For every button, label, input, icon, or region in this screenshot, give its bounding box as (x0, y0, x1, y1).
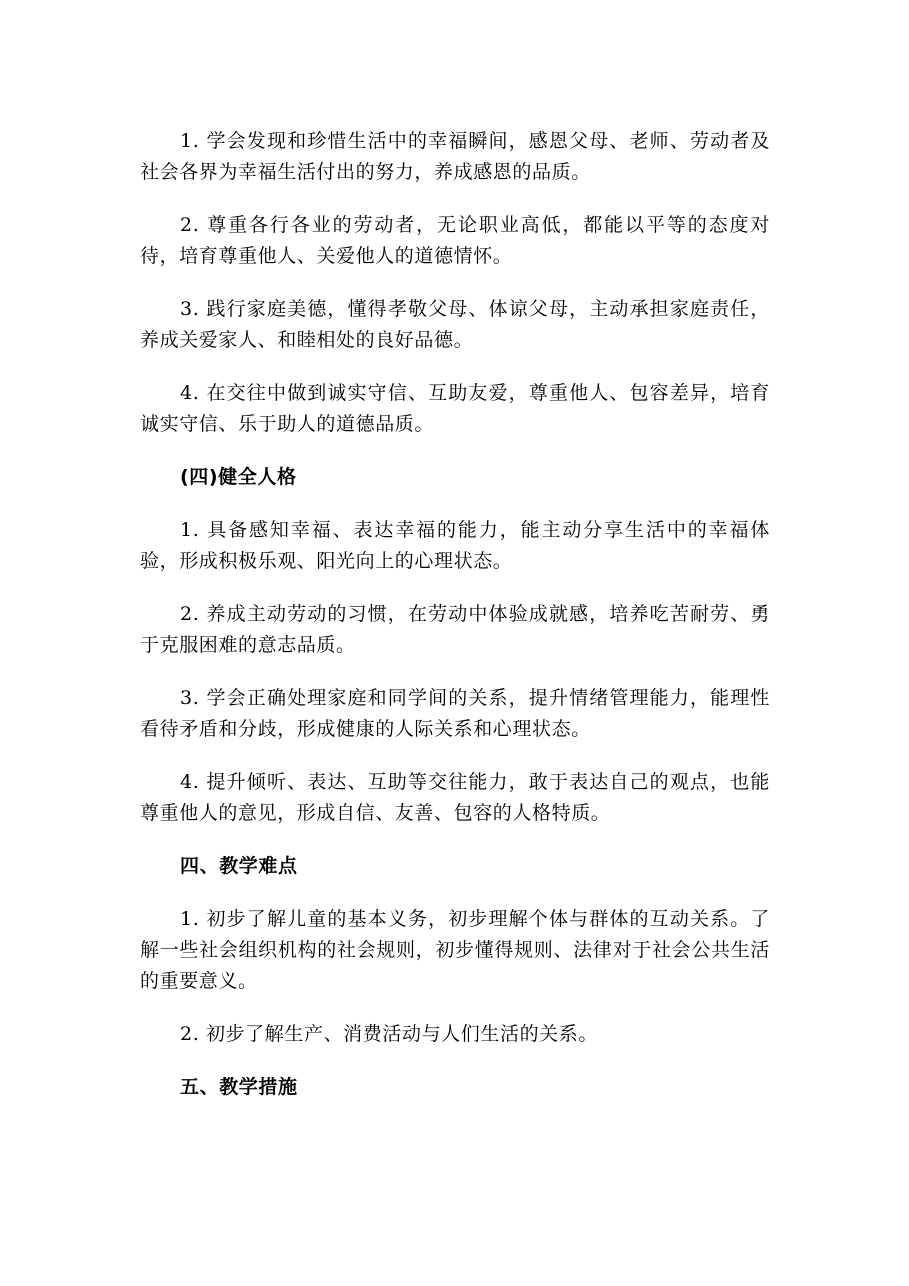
personality-item-4: 4. 提升倾听、表达、互助等交往能力，敢于表达自己的观点，也能尊重他人的意见，形成自信、友善、包容的人格特质。 (140, 771, 770, 824)
difficulties-heading: 四、教学难点 (180, 855, 298, 877)
moral-item-3: 3. 践行家庭美德，懂得孝敬父母、体谅父母，主动承担家庭责任， 养成关爱家人、和睦相处的良好品德。 (140, 298, 770, 351)
moral-item-2: 2. 尊重各行各业的劳动者，无论职业高低，都能以平等的态度对待，培育尊重他人、关爱他人的道德情怀。 (140, 214, 770, 267)
moral-item-1: 1. 学会发现和珍惜生活中的幸福瞬间，感恩父母、老师、劳动者及社会各界为幸福生活付出的努力，养成感恩的品质。 (140, 130, 770, 183)
document-body (140, 126, 770, 1103)
personality-item-1: 1. 具备感知幸福、表达幸福的能力，能主动分享生活中的幸福体验，形成积极乐观、阳光向上的心理状态。 (140, 519, 770, 572)
difficulties-item-1: 1. 初步了解儿童的基本义务，初步理解个体与群体的互动关系。了解一些社会组织机构的社会规则，初步懂得规则、法律对于社会公共生活的重要意义。 (140, 908, 770, 992)
difficulties-item-2: 2. 初步了解生产、消费活动与人们生活的关系。 (180, 1023, 598, 1045)
personality-item-3: 3. 学会正确处理家庭和同学间的关系，提升情绪管理能力，能理性看待矛盾和分歧，形成健康的人际关系和心理状态。 (140, 687, 770, 740)
moral-item-4: 4. 在交往中做到诚实守信、互助友爱，尊重他人、包容差异，培育诚实守信、乐于助人的道德品质。 (140, 382, 770, 435)
personality-heading: (四)健全人格 (180, 466, 297, 488)
personality-item-2: 2. 养成主动劳动的习惯，在劳动中体验成就感，培养吃苦耐劳、勇于克服困难的意志品质。 (140, 603, 770, 656)
measures-heading: 五、教学措施 (180, 1076, 298, 1098)
